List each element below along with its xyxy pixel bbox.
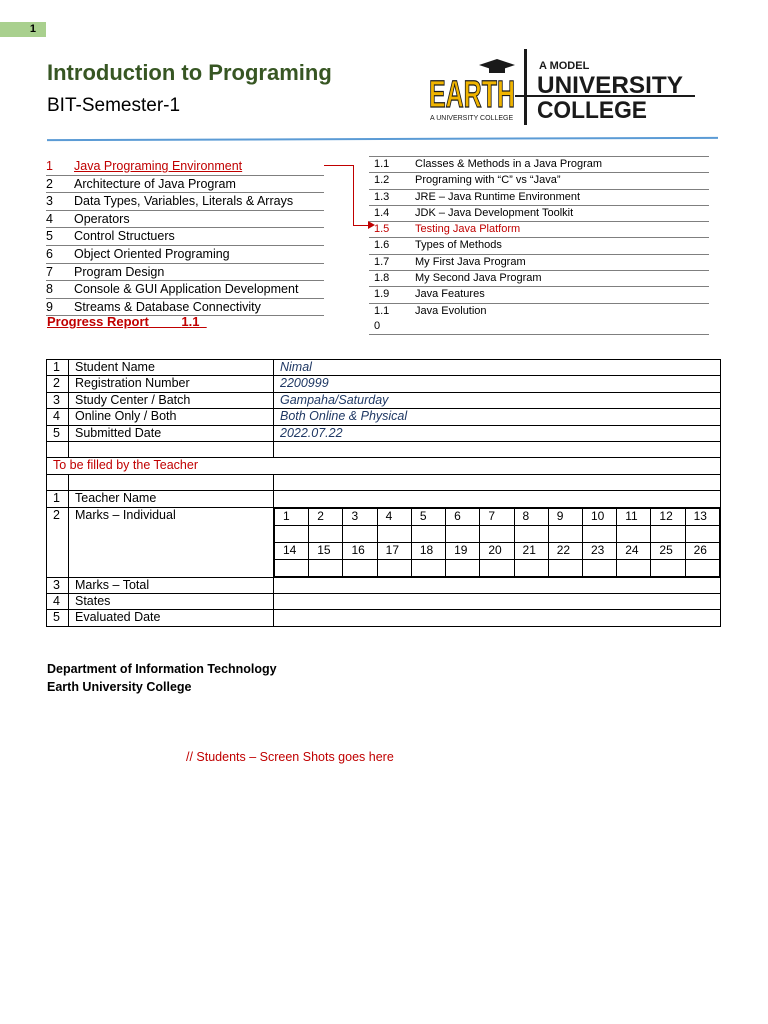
row-number: 3	[47, 392, 69, 408]
mark-entry[interactable]	[617, 559, 651, 576]
mark-entry[interactable]	[446, 559, 480, 576]
mark-entry[interactable]	[651, 559, 685, 576]
mark-entry[interactable]	[548, 559, 582, 576]
field-label: States	[69, 593, 274, 609]
mark-number: 1	[275, 508, 309, 525]
department-block	[47, 660, 277, 696]
logo-college: COLLEGE	[537, 97, 647, 124]
mark-number: 19	[446, 542, 480, 559]
subtopic-number: 1.9	[374, 288, 390, 301]
toc-item-2[interactable]	[46, 176, 324, 194]
states-field[interactable]	[274, 593, 721, 609]
table-row	[47, 376, 721, 392]
toc-label: Data Types, Variables, Literals & Arrays	[74, 194, 294, 209]
subtopic-item[interactable]	[369, 173, 709, 189]
table-row	[47, 593, 721, 609]
mark-number: 12	[651, 508, 685, 525]
row-number: 5	[47, 425, 69, 441]
registration-number-value[interactable]: 2200999	[274, 376, 721, 392]
mark-entry[interactable]	[548, 525, 582, 542]
subtopic-number: 1.8	[374, 272, 390, 285]
subtopic-number	[369, 304, 415, 334]
mark-number: 15	[309, 542, 343, 559]
document-title: Introduction to Programing	[47, 60, 332, 85]
logo-tagline: A UNIVERSITY COLLEGE	[430, 115, 514, 122]
table-row	[47, 360, 721, 376]
report-form-table	[46, 359, 721, 627]
study-center-value[interactable]: Gampaha/Saturday	[274, 392, 721, 408]
toc-label: Streams & Database Connectivity	[74, 299, 261, 314]
subtopic-label: My Second Java Program	[415, 272, 542, 285]
toc-label: Console & GUI Application Development	[74, 282, 299, 297]
mark-entry[interactable]	[411, 525, 445, 542]
field-label: Marks – Individual	[69, 507, 274, 577]
table-row	[47, 577, 721, 593]
college-logo	[427, 47, 697, 127]
toc-label: Operators	[74, 211, 130, 226]
subtopic-list	[369, 156, 709, 335]
field-label: Registration Number	[69, 376, 274, 392]
screenshot-placeholder-note: // Students – Screen Shots goes here	[186, 750, 394, 764]
toc-item-5[interactable]	[46, 228, 324, 246]
mark-number: 2	[309, 508, 343, 525]
mark-entry[interactable]	[685, 525, 719, 542]
teacher-name-field[interactable]	[274, 491, 721, 507]
marks-header-row	[275, 508, 720, 525]
mark-number: 18	[411, 542, 445, 559]
mark-entry[interactable]	[617, 525, 651, 542]
empty-cell	[69, 441, 274, 457]
mark-number: 17	[377, 542, 411, 559]
mark-number: 7	[480, 508, 514, 525]
subtopic-item[interactable]	[369, 255, 709, 271]
subtopic-label: Classes & Methods in a Java Program	[415, 158, 603, 170]
mark-number: 25	[651, 542, 685, 559]
field-label: Online Only / Both	[69, 409, 274, 425]
table-row	[47, 507, 721, 577]
mark-number: 9	[548, 508, 582, 525]
mark-number: 11	[617, 508, 651, 525]
subtopic-item[interactable]	[369, 238, 709, 254]
mark-number: 23	[582, 542, 616, 559]
toc-label: Program Design	[74, 264, 165, 279]
connector-line	[324, 165, 354, 166]
toc-number: 7	[46, 264, 53, 279]
subtopic-label: Java Evolution	[415, 304, 487, 317]
mark-entry[interactable]	[343, 525, 377, 542]
page-number: 1	[0, 22, 46, 37]
subtopic-item[interactable]	[369, 304, 709, 335]
mark-entry[interactable]	[377, 525, 411, 542]
table-row	[47, 474, 721, 490]
subtopic-label: My First Java Program	[415, 255, 526, 268]
toc-number: 6	[46, 246, 53, 261]
connector-line	[353, 165, 354, 225]
field-label: Teacher Name	[69, 491, 274, 507]
toc-number: 1	[46, 159, 53, 173]
evaluated-date-field[interactable]	[274, 610, 721, 626]
subtopic-label: Testing Java Platform	[415, 223, 521, 236]
subtopic-label: Java Features	[415, 288, 485, 301]
subtopic-item[interactable]	[369, 206, 709, 222]
progress-report-heading	[47, 314, 207, 329]
row-number: 4	[47, 409, 69, 425]
mark-number: 26	[685, 542, 719, 559]
marks-entry-row	[275, 559, 720, 576]
mark-number: 3	[343, 508, 377, 525]
mark-number: 13	[685, 508, 719, 525]
mark-entry[interactable]	[582, 525, 616, 542]
toc-item-6[interactable]	[46, 246, 324, 264]
empty-cell	[274, 474, 721, 490]
mark-entry[interactable]	[514, 559, 548, 576]
mark-number: 4	[377, 508, 411, 525]
mark-number: 24	[617, 542, 651, 559]
department-name: Department of Information Technology	[47, 662, 277, 676]
subtopic-number: 1.2	[374, 174, 390, 187]
mark-entry[interactable]	[275, 559, 309, 576]
empty-cell	[69, 474, 274, 490]
subtopic-label: Types of Methods	[415, 239, 502, 252]
document-subtitle: BIT-Semester-1	[47, 95, 181, 116]
subtopic-number: 1.5	[374, 223, 390, 236]
mark-number: 21	[514, 542, 548, 559]
marks-total-field[interactable]	[274, 577, 721, 593]
mark-entry[interactable]	[309, 525, 343, 542]
mark-number: 22	[548, 542, 582, 559]
logo-earth-text: EARTH	[429, 74, 515, 116]
table-row	[47, 409, 721, 425]
subtopic-item[interactable]	[369, 287, 709, 303]
toc-label: Architecture of Java Program	[74, 176, 236, 191]
mark-number: 20	[480, 542, 514, 559]
subtopic-number: 1.6	[374, 239, 390, 252]
teacher-section-note: To be filled by the Teacher	[47, 458, 721, 474]
table-row	[47, 441, 721, 457]
toc-label: Object Oriented Programing	[74, 246, 230, 261]
toc-item-4[interactable]	[46, 211, 324, 229]
progress-number: 1.1	[181, 314, 200, 329]
row-number: 5	[47, 610, 69, 626]
divider-line	[47, 137, 718, 141]
marks-header-row	[275, 542, 720, 559]
mark-number: 8	[514, 508, 548, 525]
progress-label: Progress Report	[47, 314, 149, 329]
submitted-date-value[interactable]: 2022.07.22	[274, 425, 721, 441]
subtopic-label: JDK – Java Development Toolkit	[415, 206, 574, 219]
mark-entry[interactable]	[480, 559, 514, 576]
field-label: Student Name	[69, 360, 274, 376]
table-row	[47, 610, 721, 626]
subtopic-item[interactable]	[369, 157, 709, 173]
row-number: 4	[47, 593, 69, 609]
mode-value[interactable]: Both Online & Physical	[274, 409, 721, 425]
mark-number: 14	[275, 542, 309, 559]
mark-entry[interactable]	[685, 559, 719, 576]
toc-item-8[interactable]	[46, 281, 324, 299]
mark-number: 16	[343, 542, 377, 559]
subtopic-number-part: 1.1	[374, 304, 390, 317]
mark-entry[interactable]	[446, 525, 480, 542]
toc-item-1[interactable]	[46, 158, 324, 176]
mark-entry[interactable]	[275, 525, 309, 542]
mark-number: 5	[411, 508, 445, 525]
table-row	[47, 458, 721, 474]
subtopic-number: 1.3	[374, 190, 390, 203]
table-row	[47, 491, 721, 507]
row-number: 3	[47, 577, 69, 593]
field-label: Submitted Date	[69, 425, 274, 441]
subtopic-number-part: 0	[374, 319, 381, 332]
student-name-value[interactable]: Nimal	[274, 360, 721, 376]
mark-entry[interactable]	[309, 559, 343, 576]
field-label: Study Center / Batch	[69, 392, 274, 408]
row-number: 2	[47, 507, 69, 577]
toc-label: Control Structuers	[74, 229, 175, 244]
mark-number: 10	[582, 508, 616, 525]
row-number: 1	[47, 360, 69, 376]
table-row	[47, 425, 721, 441]
mark-entry[interactable]	[582, 559, 616, 576]
field-label: Evaluated Date	[69, 610, 274, 626]
subtopic-label: Programing with “C” vs “Java”	[415, 174, 561, 187]
empty-cell	[47, 441, 69, 457]
field-label: Marks – Total	[69, 577, 274, 593]
toc-item-7[interactable]	[46, 264, 324, 282]
mark-entry[interactable]	[377, 559, 411, 576]
toc-number: 4	[46, 211, 53, 226]
mark-entry[interactable]	[343, 559, 377, 576]
toc-label: Java Programing Environment	[74, 159, 243, 173]
subtopic-number: 1.4	[374, 206, 390, 219]
row-number: 1	[47, 491, 69, 507]
logo-a-model: A MODEL	[539, 60, 590, 72]
subtopic-item[interactable]	[369, 190, 709, 206]
mark-number: 6	[446, 508, 480, 525]
subtopic-label: JRE – Java Runtime Environment	[415, 190, 581, 203]
marks-grid	[274, 508, 720, 577]
toc-number: 3	[46, 194, 53, 209]
mark-entry[interactable]	[480, 525, 514, 542]
mark-entry[interactable]	[411, 559, 445, 576]
subtopic-number: 1.7	[374, 255, 390, 268]
subtopic-item[interactable]	[369, 271, 709, 287]
subtopic-item-active[interactable]	[369, 222, 709, 238]
table-row	[47, 392, 721, 408]
subtopic-number: 1.1	[374, 158, 390, 170]
toc-item-3[interactable]	[46, 193, 324, 211]
toc-number: 2	[46, 176, 53, 191]
toc-number: 8	[46, 282, 53, 297]
toc-number: 5	[46, 229, 53, 244]
logo-university: UNIVERSITY	[537, 72, 683, 99]
marks-grid-cell	[274, 507, 721, 577]
row-number: 2	[47, 376, 69, 392]
chapter-list	[46, 158, 324, 316]
toc-number: 9	[46, 299, 53, 314]
mark-entry[interactable]	[514, 525, 548, 542]
marks-entry-row	[275, 525, 720, 542]
empty-cell	[274, 441, 721, 457]
mark-entry[interactable]	[651, 525, 685, 542]
empty-cell	[47, 474, 69, 490]
college-name: Earth University College	[47, 680, 192, 694]
